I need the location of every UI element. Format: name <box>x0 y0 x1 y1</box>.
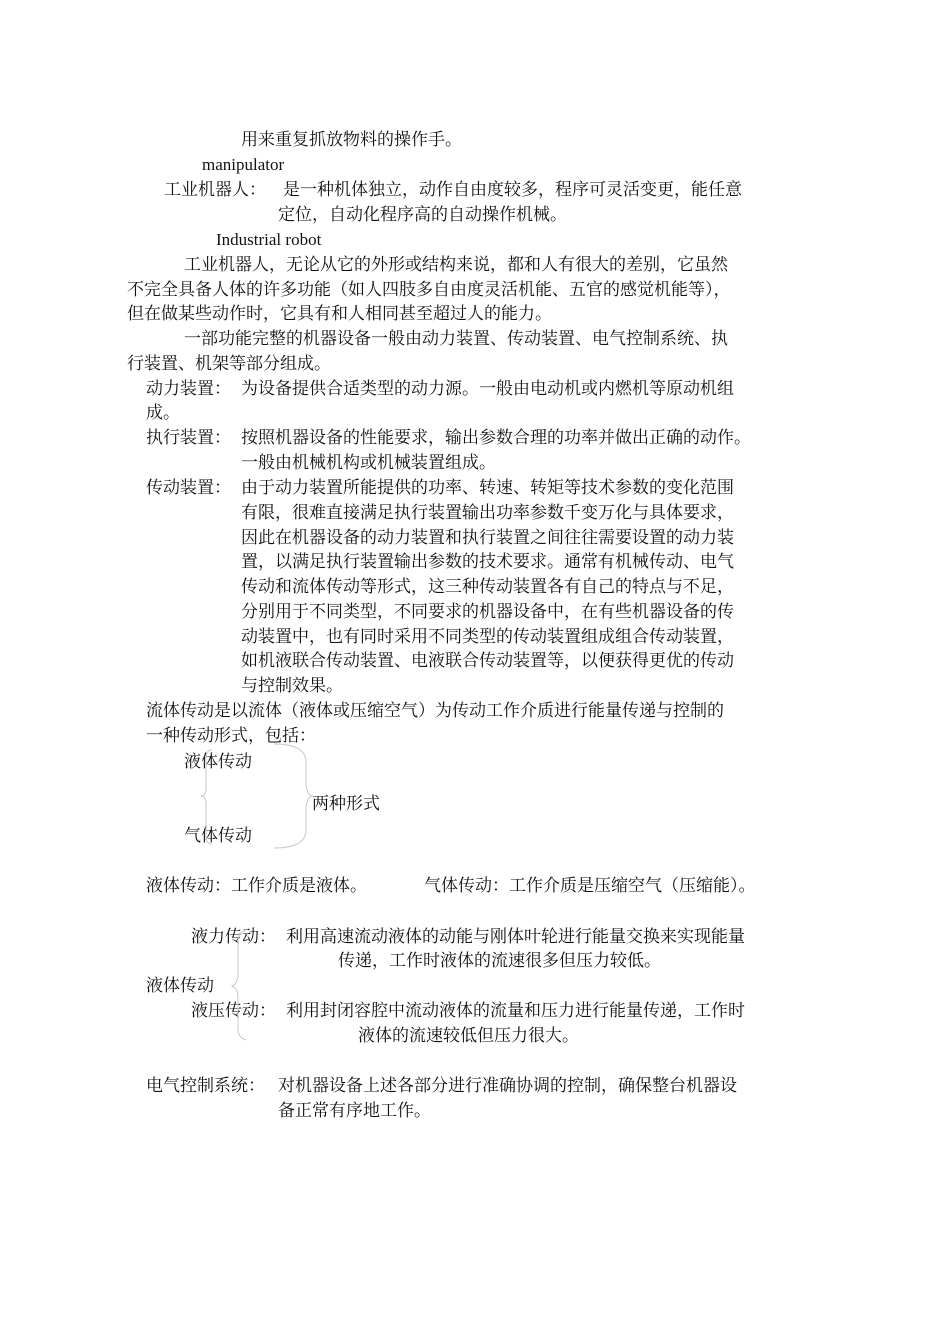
transmission-line: 置，以满足执行装置输出参数的技术要求。通常有机械传动、电气 <box>241 552 734 572</box>
electrical-label: 电气控制系统： <box>146 1076 265 1096</box>
hydrodynamic-definition-line: 传递，工作时液体的流速很多但压力较低。 <box>338 951 661 971</box>
fluid-item-gas: 气体传动 <box>184 826 252 846</box>
hydraulic-label: 液压传动： <box>191 1001 276 1021</box>
fluid-two-forms: 两种形式 <box>312 794 380 814</box>
hydraulic-definition-line: 液体的流速较低但压力很大。 <box>358 1026 579 1046</box>
actuator-definition-line: 一般由机械机构或机械装置组成。 <box>241 453 496 473</box>
transmission-line: 如机液联合传动装置、电液联合传动装置等，以便获得更优的传动 <box>241 651 734 671</box>
robot-definition-line: 是一种机体独立，动作自由度较多，程序可灵活变更，能任意 <box>283 180 742 200</box>
actuator-label: 执行装置： <box>146 428 231 448</box>
left-brace <box>200 748 220 848</box>
paragraph-line: 一部功能完整的机器设备一般由动力装置、传动装置、电气控制系统、执 <box>184 329 728 349</box>
right-brace <box>272 742 312 852</box>
robot-term: Industrial robot <box>216 230 322 249</box>
media-liquid: 液体传动：工作介质是液体。 <box>146 876 367 896</box>
transmission-line: 与控制效果。 <box>241 676 343 696</box>
robot-label: 工业机器人： <box>164 180 266 200</box>
fluid-item-liquid: 液体传动 <box>184 752 252 772</box>
power-definition-line: 成。 <box>146 403 180 423</box>
media-gas: 气体传动：工作介质是压缩空气（压缩能）。 <box>424 876 756 896</box>
fluid-definition-line: 一种传动形式，包括： <box>146 726 316 746</box>
power-label: 动力装置： <box>146 379 231 399</box>
paragraph-line: 不完全具备人体的许多功能（如人四肢多自由度灵活机能、五官的感觉机能等）， <box>127 280 731 300</box>
liquid-types-brace <box>224 928 248 1042</box>
paragraph-line: 但在做某些动作时，它具有和人相同甚至超过人的能力。 <box>127 304 552 324</box>
actuator-definition-line: 按照机器设备的性能要求，输出参数合理的功率并做出正确的动作。 <box>241 428 751 448</box>
transmission-line: 传动和流体传动等形式，这三种传动装置各有自己的特点与不足， <box>241 577 734 597</box>
paragraph-line: 工业机器人，无论从它的外形或结构来说，都和人有很大的差别，它虽然 <box>184 255 728 275</box>
manipulator-term: manipulator <box>202 155 285 174</box>
hydrodynamic-label: 液力传动： <box>191 927 276 947</box>
paragraph-line: 行装置、机架等部分组成。 <box>127 354 331 374</box>
power-definition-line: 为设备提供合适类型的动力源。一般由电动机或内燃机等原动机组 <box>241 379 734 399</box>
manipulator-definition: 用来重复抓放物料的操作手。 <box>241 130 462 150</box>
hydraulic-definition-line: 利用封闭容腔中流动液体的流量和压力进行能量传递，工作时 <box>286 1001 745 1021</box>
robot-definition-line: 定位，自动化程序高的自动操作机械。 <box>278 205 567 225</box>
fluid-definition-line: 流体传动是以流体（液体或压缩空气）为传动工作介质进行能量传递与控制的 <box>146 701 724 721</box>
hydrodynamic-definition-line: 利用高速流动液体的动能与刚体叶轮进行能量交换来实现能量 <box>286 927 745 947</box>
liquid-group-label: 液体传动 <box>146 976 214 996</box>
transmission-line: 由于动力装置所能提供的功率、转速、转矩等技术参数的变化范围 <box>241 478 734 498</box>
electrical-definition-line: 备正常有序地工作。 <box>278 1101 431 1121</box>
transmission-label: 传动装置： <box>146 478 231 498</box>
transmission-line: 分别用于不同类型，不同要求的机器设备中，在有些机器设备的传 <box>241 602 734 622</box>
transmission-line: 有限，很难直接满足执行装置输出功率参数千变万化与具体要求， <box>241 503 734 523</box>
transmission-line: 动装置中，也有同时采用不同类型的传动装置组成组合传动装置， <box>241 627 734 647</box>
transmission-line: 因此在机器设备的动力装置和执行装置之间往往需要设置的动力装 <box>241 528 734 548</box>
electrical-definition-line: 对机器设备上述各部分进行准确协调的控制，确保整台机器设 <box>278 1076 737 1096</box>
